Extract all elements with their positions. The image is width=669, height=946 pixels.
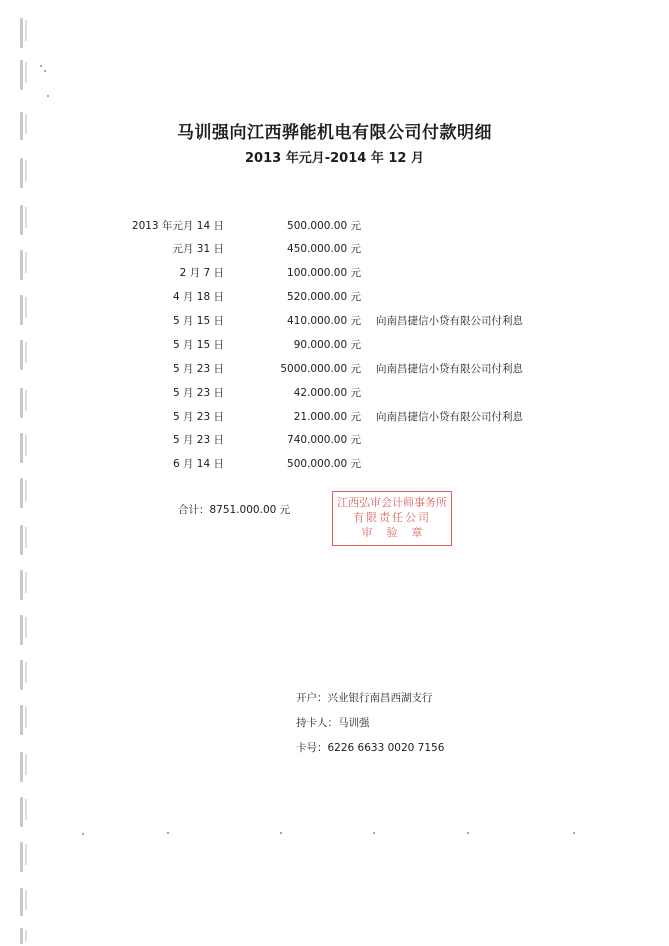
payment-row bbox=[0, 311, 669, 331]
payment-row bbox=[0, 263, 669, 283]
binding-mark bbox=[20, 478, 23, 508]
scan-speck bbox=[167, 832, 169, 834]
binding-mark bbox=[20, 888, 23, 916]
payment-row bbox=[0, 359, 669, 379]
payment-date: 5 月 23 日 bbox=[172, 434, 224, 446]
payment-amount: 500.000.00 元 bbox=[287, 458, 361, 470]
payment-note: 向南昌捷信小贷有限公司付利息 bbox=[376, 411, 523, 423]
binding-mark bbox=[20, 615, 23, 645]
scan-speck bbox=[40, 65, 42, 67]
payment-amount: 42.000.00 元 bbox=[293, 387, 361, 399]
payment-amount: 740.000.00 元 bbox=[287, 434, 361, 446]
binding-mark bbox=[20, 705, 23, 735]
scan-speck bbox=[82, 833, 84, 835]
payment-amount: 520.000.00 元 bbox=[287, 291, 361, 303]
payment-row bbox=[0, 335, 669, 355]
scan-speck bbox=[573, 832, 575, 834]
audit-seal-stamp bbox=[332, 491, 452, 546]
payment-total: 合计：8751.000.00 元 bbox=[178, 504, 291, 516]
binding-mark bbox=[20, 842, 23, 872]
payment-amount: 410.000.00 元 bbox=[287, 315, 361, 327]
payment-amount: 5000.000.00 元 bbox=[280, 363, 361, 375]
payment-date: 5 月 23 日 bbox=[172, 411, 224, 423]
payment-amount: 90.000.00 元 bbox=[293, 339, 361, 351]
scan-speck bbox=[373, 832, 375, 834]
stamp-line-company: 有限责任公司 bbox=[353, 511, 431, 524]
payment-note: 向南昌捷信小贷有限公司付利息 bbox=[376, 315, 523, 327]
payment-amount: 21.000.00 元 bbox=[293, 411, 361, 423]
payment-row bbox=[0, 216, 669, 236]
binding-mark bbox=[20, 18, 23, 48]
payment-row bbox=[0, 407, 669, 427]
binding-mark bbox=[20, 570, 23, 600]
payment-date: 5 月 23 日 bbox=[172, 363, 224, 375]
account-holder: 持卡人：马训强 bbox=[296, 717, 370, 729]
binding-mark bbox=[20, 797, 23, 827]
payment-date: 6 月 14 日 bbox=[172, 458, 224, 470]
payment-date: 5 月 15 日 bbox=[172, 315, 224, 327]
account-card-number: 卡号：6226 6633 0020 7156 bbox=[296, 742, 445, 754]
payment-date: 2013 年元月 14 日 bbox=[131, 220, 224, 232]
payment-row bbox=[0, 430, 669, 450]
binding-mark bbox=[20, 60, 23, 90]
document-subtitle: 2013 年元月-2014 年 12 月 bbox=[245, 151, 424, 166]
payment-row bbox=[0, 383, 669, 403]
document-title: 马训强向江西骅能机电有限公司付款明细 bbox=[177, 123, 492, 143]
payment-date: 5 月 15 日 bbox=[172, 339, 224, 351]
scan-speck bbox=[280, 832, 282, 834]
payment-row bbox=[0, 239, 669, 259]
scan-speck bbox=[44, 70, 46, 72]
payment-amount: 450.000.00 元 bbox=[287, 243, 361, 255]
binding-mark bbox=[20, 928, 23, 944]
payment-note: 向南昌捷信小贷有限公司付利息 bbox=[376, 363, 523, 375]
payment-amount: 100.000.00 元 bbox=[287, 267, 361, 279]
payment-row bbox=[0, 454, 669, 474]
scan-speck bbox=[467, 832, 469, 834]
payment-row bbox=[0, 287, 669, 307]
binding-mark bbox=[20, 525, 23, 555]
payment-amount: 500.000.00 元 bbox=[287, 220, 361, 232]
payment-date: 2 月 7 日 bbox=[179, 267, 224, 279]
scan-speck bbox=[47, 95, 49, 97]
account-bank: 开户：兴业银行南昌西湖支行 bbox=[296, 692, 433, 704]
payment-date: 5 月 23 日 bbox=[172, 387, 224, 399]
binding-mark bbox=[20, 752, 23, 782]
binding-mark bbox=[20, 660, 23, 690]
payment-date: 元月 31 日 bbox=[172, 243, 224, 255]
payment-date: 4 月 18 日 bbox=[172, 291, 224, 303]
stamp-line-firm: 江西弘审会计师事务所 bbox=[337, 496, 447, 509]
stamp-line-seal: 审验章 bbox=[361, 526, 437, 539]
